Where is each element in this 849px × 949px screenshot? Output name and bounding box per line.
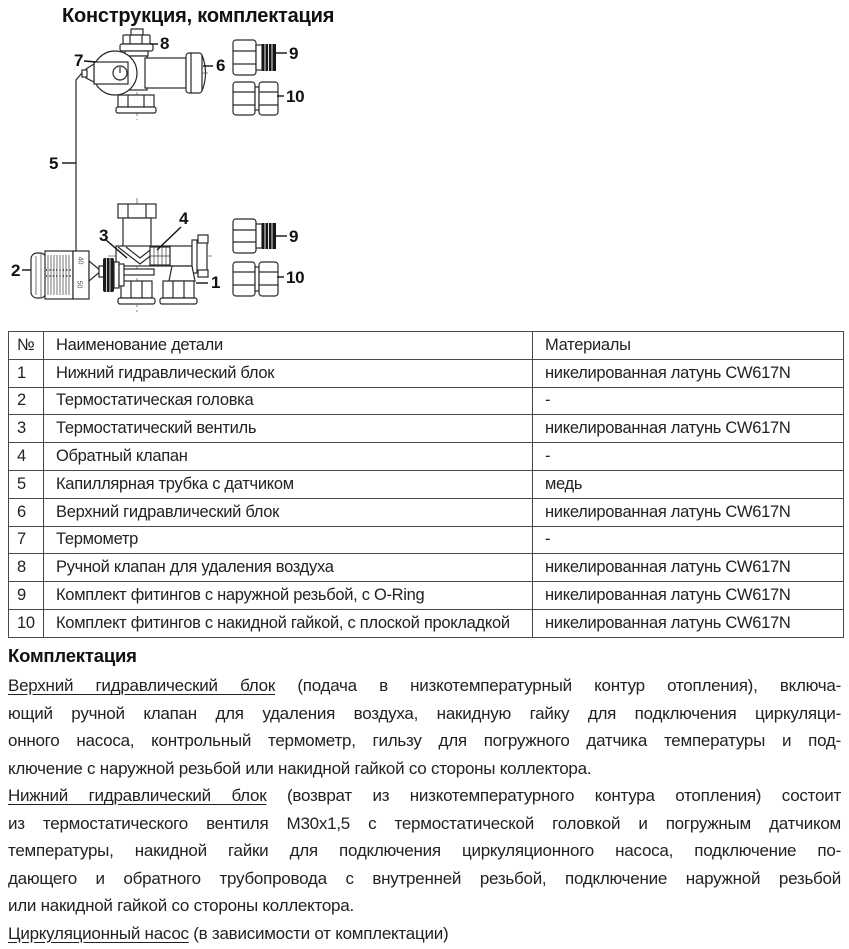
callout-1: 1 [211,273,221,292]
part-name: Нижний гидравлический блок [44,359,533,387]
part-name: Обратный клапан [44,443,533,471]
part-name: Комплект фитингов с накидной гайкой, с плоской прокладкой [44,609,533,637]
part-number: 4 [9,443,44,471]
underlined-term: Циркуляционный насос [8,923,189,943]
part-material: медь [533,470,844,498]
parts-table-body [9,359,844,637]
part-number: 8 [9,554,44,582]
table-row [9,470,844,498]
parts-table [8,331,844,638]
paragraph [8,920,841,948]
part-name: Комплект фитингов с наружной резьбой, с O-Ring [44,582,533,610]
callout-9-bottom: 9 [289,227,299,246]
part-name: Термостатический вентиль [44,415,533,443]
table-row [9,443,844,471]
paragraph-line: Циркуляционный насос (в зависимости от комплектации) [8,923,449,943]
part-number: 3 [9,415,44,443]
part-name: Капиллярная трубка с датчиком [44,470,533,498]
callout-4: 4 [179,209,189,228]
head-dial-mark-50: 50 [75,280,83,289]
part-number: 6 [9,498,44,526]
part-name: Термометр [44,526,533,554]
callout-10-bottom: 10 [286,268,305,287]
table-row [9,554,844,582]
part-number: 9 [9,582,44,610]
table-row [9,415,844,443]
part-material: - [533,387,844,415]
assembly-diagram [0,0,340,330]
paragraph-line: из термостатического вентиля М30х1,5 с термостатической головкой и погружным датчиком [8,813,841,833]
underlined-term: Нижний гидравлический блок [8,786,267,805]
description-paragraphs [8,672,841,947]
part-number: 5 [9,470,44,498]
part-number: 1 [9,359,44,387]
column-header: № [9,332,44,360]
paragraph-line: Нижний гидравлический блок (возврат из низкотемпературного контура отопления) состоит [8,786,841,805]
part-name: Верхний гидравлический блок [44,498,533,526]
table-header-row [9,332,844,360]
table-row [9,498,844,526]
callout-8: 8 [160,34,170,53]
callout-2: 2 [11,261,21,280]
table-row [9,387,844,415]
part-material: никелированная латунь CW617N [533,582,844,610]
callout-5: 5 [49,154,59,173]
vent-cap [131,29,143,35]
column-header: Материалы [533,332,844,360]
part-material: никелированная латунь CW617N [533,359,844,387]
page-title: Конструкция, комплектация [62,5,335,27]
part-name: Термостатическая головка [44,387,533,415]
table-row [9,359,844,387]
callout-9-top: 9 [289,44,299,63]
callout-7: 7 [74,51,84,70]
paragraph-line: температуры, накидной гайки для подключения циркуляционного насоса, подключение по- [8,841,841,860]
paragraph-line: Верхний гидравлический блок (подача в низкотемпературный контур отопления), включа- [8,676,841,695]
paragraph [8,672,841,782]
table-row [9,526,844,554]
paragraph [8,782,841,920]
part-material: никелированная латунь CW617N [533,415,844,443]
column-header: Наименование детали [44,332,533,360]
part-number: 2 [9,387,44,415]
paragraph-line: или накидной гайкой со стороны коллектора. [8,896,354,915]
table-row [9,582,844,610]
part-number: 7 [9,526,44,554]
paragraph-line: дающего и обратного трубопровода с внутренней резьбой, подключение наружной резьбой [8,868,841,888]
callout-3: 3 [99,226,109,245]
paragraph-line: онного насоса, контрольный термометр, гильзу для погружного датчика температуры и под- [8,731,841,750]
part-name: Ручной клапан для удаления воздуха [44,554,533,582]
part-material: никелированная латунь CW617N [533,498,844,526]
part-material: никелированная латунь CW617N [533,609,844,637]
callout-6: 6 [216,56,226,75]
underlined-term: Верхний гидравлический блок [8,676,276,695]
callout-10-top: 10 [286,87,305,106]
section-heading: Комплектация [8,645,137,666]
table-row [9,609,844,637]
paragraph-line: ключение с наружной резьбой или накидной гайкой со стороны коллектора. [8,758,592,778]
paragraph-line: ющий ручной клапан для удаления воздуха, накидную гайку для подключения циркуляци- [8,703,841,723]
capillary-tube [76,73,82,252]
part-material: - [533,443,844,471]
head-dial-mark-40: 40 [76,256,84,265]
part-material: - [533,526,844,554]
part-material: никелированная латунь CW617N [533,554,844,582]
part-number: 10 [9,609,44,637]
